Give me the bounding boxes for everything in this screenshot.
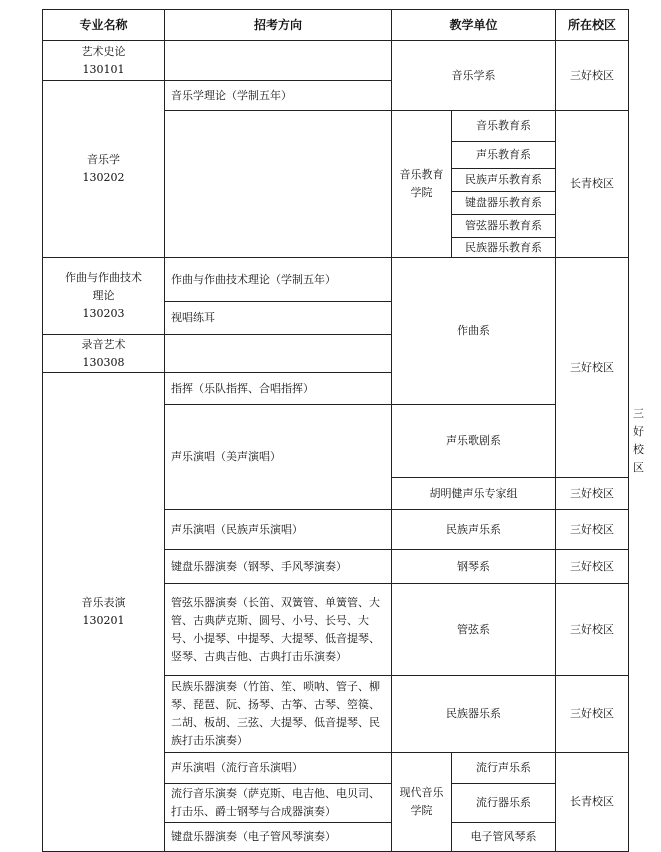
sub-unit-cell: 管弦器乐教育系: [452, 215, 556, 238]
campus-cell: 三好校区: [556, 510, 629, 550]
direction-cell: 管弦乐器演奏（长笛、双簧管、单簧管、大管、古典萨克斯、圆号、小号、长号、大号、小提琴、中提琴、大提琴、低音提琴、竖琴、古典吉他、古典打击乐演奏）: [165, 584, 392, 676]
campus-cell: 三好校区: [556, 550, 629, 584]
campus-cell: 三好校区: [556, 258, 629, 478]
direction-cell-empty: [165, 111, 392, 258]
direction-cell: 声乐演唱（民族声乐演唱）: [165, 510, 392, 550]
campus-cell: 三好校区: [556, 478, 629, 510]
direction-cell: 音乐学理论（学制五年）: [165, 81, 392, 111]
major-code: 130202: [82, 171, 125, 184]
major-name: 录音艺术: [81, 337, 126, 351]
admissions-table: [42, 9, 645, 852]
major-cell: [43, 335, 165, 373]
direction-cell-empty: [165, 41, 392, 81]
direction-cell: 流行音乐演奏（萨克斯、电吉他、电贝司、打击乐、爵士钢琴与合成器演奏）: [165, 784, 392, 823]
direction-cell: 指挥（乐队指挥、合唱指挥）: [165, 373, 392, 405]
direction-cell: 视唱练耳: [165, 302, 392, 335]
direction-cell: 声乐演唱（流行音乐演唱）: [165, 753, 392, 784]
direction-cell: 作曲与作曲技术理论（学制五年）: [165, 258, 392, 302]
sub-unit-cell: 键盘器乐教育系: [452, 192, 556, 215]
campus-cell: 三好校区: [556, 676, 629, 753]
unit-cell: 钢琴系: [392, 550, 556, 584]
major-name: 作曲与作曲技术: [65, 271, 142, 284]
sub-unit-cell: 流行器乐系: [452, 784, 556, 823]
unit-cell: 现代音乐学院: [392, 753, 452, 852]
major-name: 艺术史论: [81, 44, 126, 58]
campus-cell: 三好校区: [556, 41, 629, 111]
major-name-cont: 理论: [92, 289, 115, 302]
header-campus: 所在校区: [556, 10, 629, 41]
header-direction: 招考方向: [165, 10, 392, 41]
table-row: [43, 41, 629, 81]
campus-cell: 长青校区: [556, 111, 629, 258]
direction-cell: 键盘乐器演奏（电子管风琴演奏）: [165, 823, 392, 852]
major-name: 音乐表演: [81, 596, 126, 609]
table-row: [43, 258, 629, 302]
sub-unit-cell: 民族声乐教育系: [452, 169, 556, 192]
sub-unit-cell: 民族器乐教育系: [452, 238, 556, 258]
direction-cell-empty: [165, 335, 392, 373]
major-cell: [43, 373, 165, 852]
unit-cell: 民族声乐系: [392, 510, 556, 550]
unit-cell: 音乐教育学院: [392, 111, 452, 258]
header-row: [43, 10, 629, 41]
major-cell: [43, 258, 165, 335]
unit-cell: 管弦系: [392, 584, 556, 676]
table-row: 声乐演唱（美声演唱） 声乐歌剧系 三好校区: [43, 405, 629, 478]
major-code: 130101: [82, 62, 125, 76]
major-name: 音乐学: [87, 153, 120, 166]
major-code: 130203: [82, 307, 125, 320]
major-code: 130308: [82, 355, 125, 369]
sub-unit-cell: 音乐教育系: [452, 111, 556, 142]
header-unit: 教学单位: [392, 10, 556, 41]
unit-cell: 民族器乐系: [392, 676, 556, 753]
campus-cell: 三好校区: [556, 584, 629, 676]
header-major: 专业名称: [43, 10, 165, 41]
sub-unit-cell: 声乐教育系: [452, 142, 556, 169]
major-cell: [43, 81, 165, 258]
campus-cell: 长青校区: [556, 753, 629, 852]
major-cell: [43, 41, 165, 81]
sub-unit-cell: 电子管风琴系: [452, 823, 556, 852]
major-code: 130201: [82, 614, 125, 627]
unit-cell: 作曲系: [392, 258, 556, 405]
direction-cell: 声乐演唱（美声演唱）: [165, 405, 392, 510]
unit-cell: 声乐歌剧系: [392, 405, 556, 478]
unit-cell: 音乐学系: [392, 41, 556, 111]
direction-cell: 键盘乐器演奏（钢琴、手风琴演奏）: [165, 550, 392, 584]
unit-cell: 胡明健声乐专家组: [392, 478, 556, 510]
direction-cell: 民族乐器演奏（竹笛、笙、唢呐、管子、柳琴、琵琶、阮、扬琴、古筝、古琴、箜篌、二胡、板胡、三弦、大提琴、低音提琴、民族打击乐演奏）: [165, 676, 392, 753]
sub-unit-cell: 流行声乐系: [452, 753, 556, 784]
